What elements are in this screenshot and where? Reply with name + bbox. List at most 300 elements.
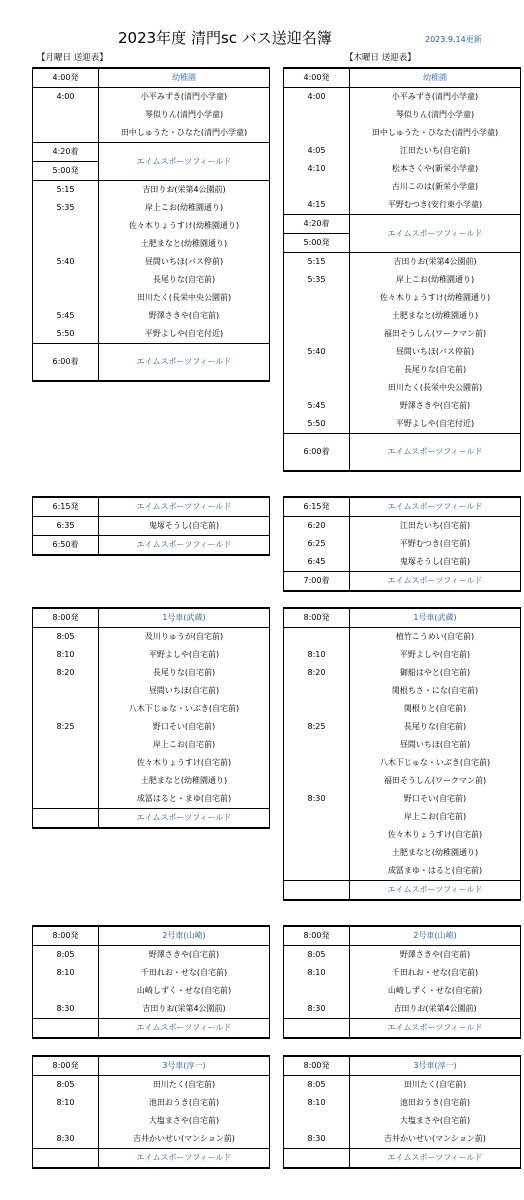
- time-cell: [33, 271, 99, 289]
- time-cell: 8:00発: [33, 926, 99, 946]
- table-row: [284, 379, 521, 397]
- name-cell: 八木下じゅな・いぶき(自宅前): [99, 700, 270, 718]
- name-cell: 小平みずき(清門小学童): [99, 88, 270, 107]
- thursday-bus1-table: [283, 607, 521, 901]
- table-row: [33, 664, 270, 682]
- name-cell: 福田そうしん(ワークマン前): [350, 772, 521, 790]
- table-row: [284, 736, 521, 754]
- table-row: [284, 196, 521, 215]
- thursday-bus3-table: [283, 1055, 521, 1169]
- name-cell: 古川このは(新栄小学童): [350, 178, 521, 196]
- table-row: [284, 271, 521, 289]
- time-cell: [33, 235, 99, 253]
- table-row: [33, 88, 270, 107]
- time-cell: 8:05: [284, 946, 350, 965]
- time-cell: [284, 1149, 350, 1169]
- time-cell: 4:10: [284, 160, 350, 178]
- name-cell: 長尾りな(自宅前): [350, 718, 521, 736]
- name-cell: 平野むつき(安行東小学童): [350, 196, 521, 215]
- name-cell: 佐々木りょうすけ(幼稚園通り): [99, 217, 270, 235]
- stop-cell-highlight: エイムスポーツフィールド: [99, 809, 270, 829]
- time-cell: [284, 106, 350, 124]
- name-cell: 吉井かいせい(マンション前): [350, 1130, 521, 1149]
- name-cell: 松本さくや(新栄小学童): [350, 160, 521, 178]
- name-cell: 野口そい(自宅前): [99, 718, 270, 736]
- table-row: [284, 946, 521, 965]
- stop-cell-highlight: 1号車(武蔵): [99, 608, 270, 628]
- table-row: [33, 1019, 270, 1039]
- time-cell: 8:10: [284, 1094, 350, 1112]
- table-row: [33, 235, 270, 253]
- name-cell: 鬼塚そうし(自宅前): [350, 553, 521, 572]
- table-row: [284, 1149, 521, 1169]
- time-cell: 8:00発: [284, 926, 350, 946]
- thursday-label: 【木曜日 送迎表】: [345, 53, 416, 63]
- name-cell: 吉田りお(栄第4公園前): [350, 1000, 521, 1019]
- table-row: [284, 68, 521, 88]
- table-row: [284, 253, 521, 272]
- name-cell: 野澤さきや(自宅前): [99, 307, 270, 325]
- table-row: [284, 142, 521, 160]
- name-cell: 佐々木りょうすけ(自宅前): [350, 826, 521, 844]
- time-cell: [284, 844, 350, 862]
- name-cell: 及川りゅうが(自宅前): [99, 628, 270, 647]
- table-row: [33, 1076, 270, 1095]
- name-cell: 鬼塚そうし(自宅前): [99, 517, 270, 536]
- name-cell: 田川たく(長栄中央公園前): [99, 289, 270, 307]
- table-row: [33, 253, 270, 271]
- stop-cell-highlight: エイムスポーツフィールド: [99, 344, 270, 382]
- thursday-evening-table: [283, 496, 521, 592]
- table-row: [33, 1130, 270, 1149]
- time-cell: [33, 1112, 99, 1130]
- name-cell: 田川たく(自宅前): [99, 1076, 270, 1095]
- table-row: [33, 700, 270, 718]
- name-cell: 江田たいち(自宅前): [350, 142, 521, 160]
- table-row: [284, 415, 521, 434]
- name-cell: 土肥まなと(幼稚園通り): [350, 844, 521, 862]
- time-cell: [33, 700, 99, 718]
- time-cell: 5:00発: [33, 162, 99, 181]
- name-cell: 小平みずき(清門小学童): [350, 88, 521, 107]
- name-cell: 平野むつき(自宅前): [350, 535, 521, 553]
- time-cell: 8:10: [33, 646, 99, 664]
- name-cell: 長尾りな(自宅前): [99, 271, 270, 289]
- name-cell: 山崎しずく・せな(自宅前): [99, 982, 270, 1000]
- table-row: [284, 700, 521, 718]
- time-cell: [284, 124, 350, 142]
- name-cell: 昼間いちほ(自宅前): [350, 736, 521, 754]
- name-cell: 福田そうしん(ワークマン前): [350, 325, 521, 343]
- name-cell: 琴似りん(清門小学童): [99, 106, 270, 124]
- time-cell: 6:15発: [284, 497, 350, 517]
- name-cell: 昼間いちほ(自宅前): [99, 682, 270, 700]
- table-row: [284, 1056, 521, 1076]
- table-row: [284, 517, 521, 536]
- time-cell: 8:30: [284, 1130, 350, 1149]
- table-row: [284, 88, 521, 107]
- time-cell: 7:00着: [284, 572, 350, 592]
- name-cell: 田中しゅうた・ひなた(清門小学童): [99, 124, 270, 143]
- time-cell: [284, 178, 350, 196]
- stop-cell-highlight: 3号車(淳一): [99, 1056, 270, 1076]
- name-cell: 千田れお・せな(自宅前): [350, 964, 521, 982]
- table-row: [284, 808, 521, 826]
- table-row: [284, 862, 521, 881]
- time-cell: 8:30: [33, 1000, 99, 1019]
- stop-cell-highlight: エイムスポーツフィールド: [350, 434, 521, 472]
- monday-label: 【月曜日 送迎表】: [37, 53, 108, 63]
- table-row: [33, 217, 270, 235]
- time-cell: 4:20着: [33, 143, 99, 162]
- time-cell: [284, 982, 350, 1000]
- table-row: [33, 982, 270, 1000]
- time-cell: 8:10: [33, 964, 99, 982]
- table-row: [284, 397, 521, 415]
- name-cell: 平野よしや(自宅前): [350, 646, 521, 664]
- time-cell: 8:00発: [33, 608, 99, 628]
- name-cell: 田川たく(自宅前): [350, 1076, 521, 1095]
- time-cell: 8:30: [284, 790, 350, 808]
- time-cell: 5:45: [33, 307, 99, 325]
- name-cell: 吉井かいせい(マンション前): [99, 1130, 270, 1149]
- time-cell: [33, 790, 99, 809]
- name-cell: 平野よしや(自宅付近): [350, 415, 521, 434]
- name-cell: 関根りと(自宅前): [350, 700, 521, 718]
- table-row: [284, 982, 521, 1000]
- name-cell: 池田おうき(自宅前): [99, 1094, 270, 1112]
- table-row: [33, 325, 270, 344]
- name-cell: 岸上こお(自宅前): [99, 736, 270, 754]
- time-cell: [284, 361, 350, 379]
- name-cell: 池田おうき(自宅前): [350, 1094, 521, 1112]
- table-row: [284, 289, 521, 307]
- time-cell: 5:45: [284, 397, 350, 415]
- name-cell: 大塩まさや(自宅前): [350, 1112, 521, 1130]
- time-cell: 6:15発: [33, 497, 99, 517]
- table-row: [33, 608, 270, 628]
- table-row: [284, 881, 521, 901]
- name-cell: 八木下じゅな・いぶき(自宅前): [350, 754, 521, 772]
- time-cell: [33, 1149, 99, 1169]
- table-row: [284, 790, 521, 808]
- stop-cell-highlight: エイムスポーツフィールド: [99, 143, 270, 181]
- stop-cell-highlight: 幼稚園: [350, 68, 521, 88]
- table-row: [284, 844, 521, 862]
- time-cell: [284, 289, 350, 307]
- table-row: [33, 68, 270, 88]
- time-cell: [33, 682, 99, 700]
- time-cell: [33, 809, 99, 829]
- table-row: [284, 772, 521, 790]
- table-row: [284, 1000, 521, 1019]
- time-cell: 6:45: [284, 553, 350, 572]
- monday-bus3-table: [32, 1055, 270, 1169]
- time-cell: [284, 881, 350, 901]
- stop-cell-highlight: エイムスポーツフィールド: [350, 881, 521, 901]
- time-cell: [284, 1019, 350, 1039]
- time-cell: [284, 682, 350, 700]
- stop-cell-highlight: エイムスポーツフィールド: [99, 1019, 270, 1039]
- time-cell: 8:05: [33, 946, 99, 965]
- table-row: [284, 754, 521, 772]
- time-cell: 8:10: [284, 964, 350, 982]
- time-cell: 5:50: [33, 325, 99, 344]
- time-cell: 8:05: [284, 1076, 350, 1095]
- table-row: [33, 790, 270, 809]
- name-cell: 野澤さきや(自宅前): [99, 946, 270, 965]
- time-cell: 6:20: [284, 517, 350, 536]
- name-cell: 平野よしや(自宅付近): [99, 325, 270, 344]
- time-cell: 8:20: [33, 664, 99, 682]
- name-cell: 岸上こお(自宅前): [350, 808, 521, 826]
- time-cell: 4:20着: [284, 215, 350, 234]
- time-cell: 8:05: [33, 628, 99, 647]
- time-cell: 6:50着: [33, 536, 99, 556]
- time-cell: 5:35: [284, 271, 350, 289]
- thursday-bus2-table: [283, 925, 521, 1039]
- table-row: [33, 199, 270, 217]
- name-cell: 野澤さきや(自宅前): [350, 397, 521, 415]
- page-title: 2023年度 清門sc バス送迎名簿: [118, 29, 332, 47]
- name-cell: 大塩まさや(自宅前): [99, 1112, 270, 1130]
- time-cell: 4:00: [33, 88, 99, 107]
- stop-cell-highlight: エイムスポーツフィールド: [99, 497, 270, 517]
- time-cell: [33, 772, 99, 790]
- table-row: [33, 271, 270, 289]
- time-cell: 8:05: [33, 1076, 99, 1095]
- stop-cell-highlight: エイムスポーツフィールド: [350, 215, 521, 253]
- time-cell: 5:40: [33, 253, 99, 271]
- table-row: [284, 160, 521, 178]
- time-cell: 8:10: [33, 1094, 99, 1112]
- table-row: [33, 124, 270, 143]
- name-cell: 佐々木りょうすけ(幼稚園通り): [350, 289, 521, 307]
- name-cell: 吉田りお(栄第4公園前): [350, 253, 521, 272]
- name-cell: 山崎しずく・せな(自宅前): [350, 982, 521, 1000]
- time-cell: 6:00着: [33, 344, 99, 382]
- thursday-afternoon-table: [283, 67, 521, 472]
- time-cell: [33, 289, 99, 307]
- table-row: [33, 964, 270, 982]
- stop-cell-highlight: エイムスポーツフィールド: [350, 1019, 521, 1039]
- time-cell: [284, 826, 350, 844]
- time-cell: 4:00発: [33, 68, 99, 88]
- table-row: [33, 718, 270, 736]
- table-row: [284, 1130, 521, 1149]
- table-row: [284, 572, 521, 592]
- time-cell: 5:00発: [284, 234, 350, 253]
- table-row: [284, 343, 521, 361]
- time-cell: 4:00発: [284, 68, 350, 88]
- name-cell: 長尾りな(自宅前): [350, 361, 521, 379]
- monday-bus1-table: [32, 607, 270, 829]
- table-row: [33, 1112, 270, 1130]
- table-row: [33, 646, 270, 664]
- stop-cell-highlight: 1号車(武蔵): [350, 608, 521, 628]
- stop-cell-highlight: エイムスポーツフィールド: [350, 497, 521, 517]
- stop-cell-highlight: エイムスポーツフィールド: [99, 1149, 270, 1169]
- monday-evening-table: [32, 496, 270, 556]
- time-cell: 5:15: [284, 253, 350, 272]
- time-cell: 8:00発: [284, 1056, 350, 1076]
- name-cell: 岸上こお(幼稚園通り): [99, 199, 270, 217]
- name-cell: 昼間いちほ(バス停前): [350, 343, 521, 361]
- time-cell: 8:00発: [284, 608, 350, 628]
- table-row: [33, 106, 270, 124]
- table-row: [33, 143, 270, 162]
- table-row: [284, 215, 521, 234]
- table-row: [284, 535, 521, 553]
- stop-cell-highlight: 2号車(山崎): [99, 926, 270, 946]
- table-row: [284, 553, 521, 572]
- table-row: [284, 826, 521, 844]
- time-cell: [284, 808, 350, 826]
- table-row: [33, 1056, 270, 1076]
- table-row: [284, 124, 521, 142]
- name-cell: 御船はやと(自宅前): [350, 664, 521, 682]
- time-cell: [284, 736, 350, 754]
- table-row: [284, 178, 521, 196]
- time-cell: [284, 772, 350, 790]
- name-cell: 佐々木りょうすけ(自宅前): [99, 754, 270, 772]
- time-cell: 8:00発: [33, 1056, 99, 1076]
- time-cell: 8:30: [284, 1000, 350, 1019]
- stop-cell-highlight: エイムスポーツフィールド: [99, 536, 270, 556]
- time-cell: [284, 1112, 350, 1130]
- time-cell: [284, 325, 350, 343]
- name-cell: 吉田りお(栄第4公園前): [99, 181, 270, 200]
- table-row: [284, 325, 521, 343]
- stop-cell-highlight: 幼稚園: [99, 68, 270, 88]
- name-cell: 岸上こお(幼稚園通り): [350, 271, 521, 289]
- time-cell: [284, 700, 350, 718]
- name-cell: 江田たいち(自宅前): [350, 517, 521, 536]
- name-cell: 土肥まなと(幼稚園通り): [99, 235, 270, 253]
- time-cell: [284, 862, 350, 881]
- time-cell: 8:25: [284, 718, 350, 736]
- table-row: [284, 307, 521, 325]
- updated-date: 2023.9.14更新: [425, 35, 482, 44]
- time-cell: 4:15: [284, 196, 350, 215]
- table-row: [33, 1000, 270, 1019]
- time-cell: 6:35: [33, 517, 99, 536]
- table-row: [33, 1149, 270, 1169]
- time-cell: [284, 754, 350, 772]
- name-cell: 関根ちさ・にな(自宅前): [350, 682, 521, 700]
- stop-cell-highlight: エイムスポーツフィールド: [350, 572, 521, 592]
- table-row: [33, 344, 270, 382]
- time-cell: [33, 217, 99, 235]
- time-cell: 4:00: [284, 88, 350, 107]
- time-cell: [33, 754, 99, 772]
- time-cell: 5:50: [284, 415, 350, 434]
- table-row: [33, 809, 270, 829]
- table-row: [284, 608, 521, 628]
- table-row: [33, 628, 270, 647]
- stop-cell-highlight: 2号車(山崎): [350, 926, 521, 946]
- table-row: [284, 497, 521, 517]
- time-cell: [33, 982, 99, 1000]
- time-cell: 8:25: [33, 718, 99, 736]
- name-cell: 土肥まなと(幼稚園通り): [350, 307, 521, 325]
- name-cell: 平野よしや(自宅前): [99, 646, 270, 664]
- time-cell: [284, 307, 350, 325]
- stop-cell-highlight: エイムスポーツフィールド: [350, 1149, 521, 1169]
- table-row: [33, 736, 270, 754]
- table-row: [284, 361, 521, 379]
- time-cell: [33, 736, 99, 754]
- table-row: [33, 946, 270, 965]
- table-row: [33, 517, 270, 536]
- table-row: [284, 1076, 521, 1095]
- name-cell: 成冨はると・まゆ(自宅前): [99, 790, 270, 809]
- table-row: [33, 926, 270, 946]
- table-row: [284, 664, 521, 682]
- time-cell: 4:05: [284, 142, 350, 160]
- time-cell: 6:25: [284, 535, 350, 553]
- table-row: [33, 497, 270, 517]
- table-row: [33, 772, 270, 790]
- name-cell: 琴似りん(清門小学童): [350, 106, 521, 124]
- stop-cell-highlight: 3号車(淳一): [350, 1056, 521, 1076]
- table-row: [284, 926, 521, 946]
- table-row: [284, 1094, 521, 1112]
- table-row: [284, 646, 521, 664]
- time-cell: 5:15: [33, 181, 99, 200]
- table-row: [284, 718, 521, 736]
- time-cell: [33, 106, 99, 124]
- time-cell: [33, 1019, 99, 1039]
- name-cell: 千田れお・せな(自宅前): [99, 964, 270, 982]
- time-cell: [33, 124, 99, 143]
- name-cell: 土肥まなと(幼稚園通り): [99, 772, 270, 790]
- monday-afternoon-table: [32, 67, 270, 382]
- table-row: [33, 536, 270, 556]
- name-cell: 田川たく(長栄中央公園前): [350, 379, 521, 397]
- name-cell: 昼間いちほ(バス停前): [99, 253, 270, 271]
- name-cell: 田中しゅうた・ひなた(清門小学童): [350, 124, 521, 142]
- name-cell: 長尾りな(自宅前): [99, 664, 270, 682]
- table-row: [284, 434, 521, 472]
- table-row: [284, 1112, 521, 1130]
- table-row: [284, 682, 521, 700]
- name-cell: 植竹こうめい(自宅前): [350, 628, 521, 647]
- monday-bus2-table: [32, 925, 270, 1039]
- table-row: [284, 1019, 521, 1039]
- table-row: [33, 289, 270, 307]
- time-cell: 8:30: [33, 1130, 99, 1149]
- time-cell: 8:20: [284, 664, 350, 682]
- time-cell: [284, 628, 350, 647]
- time-cell: 5:40: [284, 343, 350, 361]
- table-row: [33, 754, 270, 772]
- time-cell: 8:10: [284, 646, 350, 664]
- name-cell: 野口そい(自宅前): [350, 790, 521, 808]
- table-row: [33, 307, 270, 325]
- time-cell: 6:00着: [284, 434, 350, 472]
- table-row: [284, 964, 521, 982]
- name-cell: 吉田りお(栄第4公園前): [99, 1000, 270, 1019]
- time-cell: 5:35: [33, 199, 99, 217]
- table-row: [284, 628, 521, 647]
- table-row: [33, 181, 270, 200]
- name-cell: 成冨まゆ・はると(自宅前): [350, 862, 521, 881]
- time-cell: [284, 379, 350, 397]
- table-row: [33, 1094, 270, 1112]
- name-cell: 野澤さきや(自宅前): [350, 946, 521, 965]
- table-row: [284, 106, 521, 124]
